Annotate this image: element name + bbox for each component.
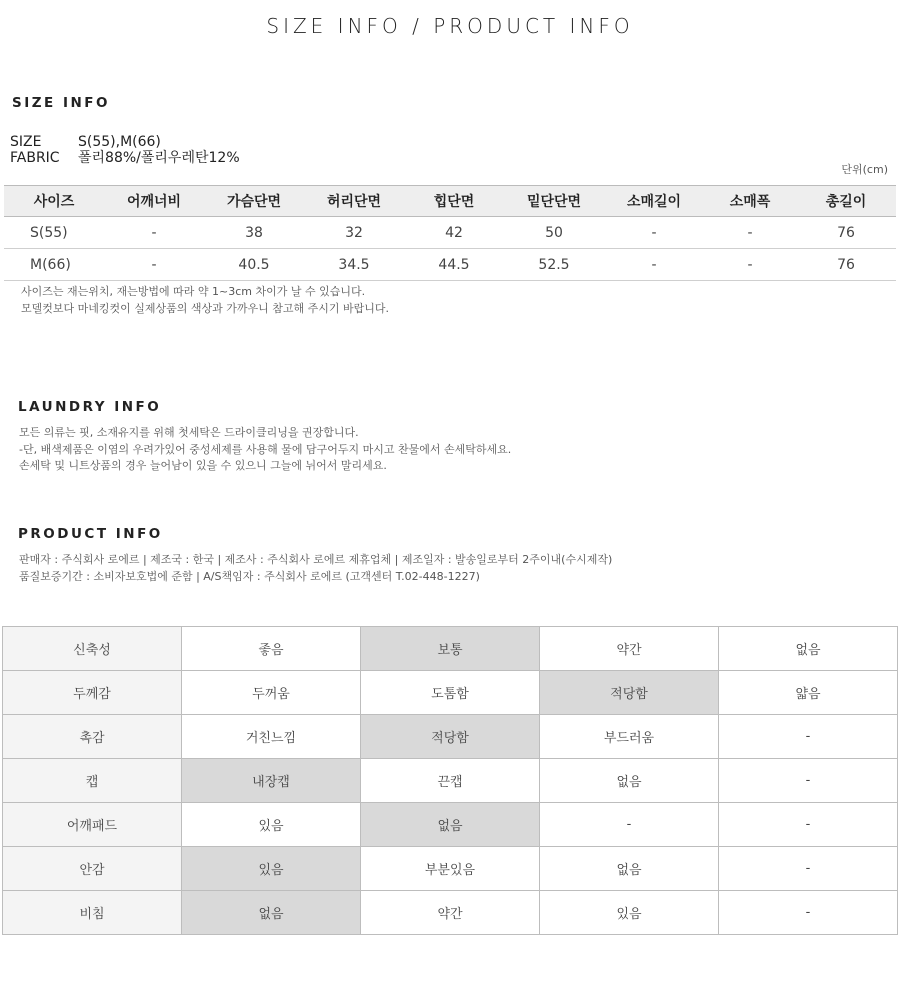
attribute-row	[3, 671, 898, 715]
size-cell: -	[604, 217, 704, 249]
attribute-option: 없음	[540, 847, 719, 891]
laundry-notes	[19, 425, 511, 475]
size-cell: S(55)	[4, 217, 104, 249]
attribute-option: 부분있음	[361, 847, 540, 891]
attribute-row	[3, 759, 898, 803]
laundry-line: 손세탁 및 니트상품의 경우 늘어남이 있을 수 있으니 그늘에 뉘어서 말리세요.	[19, 459, 387, 472]
attribute-row	[3, 627, 898, 671]
attribute-option: 약간	[361, 891, 540, 935]
size-cell: 52.5	[504, 249, 604, 281]
attribute-option: 두꺼움	[182, 671, 361, 715]
attribute-label: 어깨패드	[3, 803, 182, 847]
size-column-header: 어깨너비	[104, 186, 204, 217]
unit-label: 단위(cm)	[841, 163, 888, 176]
size-row	[4, 249, 896, 281]
size-column-header: 사이즈	[4, 186, 104, 217]
size-column-header: 총길이	[796, 186, 896, 217]
attribute-option: -	[719, 803, 898, 847]
fabric-label: FABRIC	[10, 150, 60, 166]
size-info-heading: SIZE INFO	[12, 95, 110, 111]
attribute-option: -	[719, 759, 898, 803]
product-info-line: 품질보증기간 : 소비자보호법에 준함 | A/S책임자 : 주식회사 로에르 (고객센터 T.02-448-1227)	[19, 569, 480, 583]
attribute-option-selected: 보통	[361, 627, 540, 671]
size-cell: 38	[204, 217, 304, 249]
size-cell: -	[104, 217, 204, 249]
attribute-option: 있음	[182, 803, 361, 847]
size-cell: 50	[504, 217, 604, 249]
attribute-option-selected: 적당함	[361, 715, 540, 759]
size-note-line: 모델컷보다 마네킹컷이 실제상품의 색상과 가까우니 참고해 주시기 바랍니다.	[21, 301, 390, 315]
size-column-header: 허리단면	[304, 186, 404, 217]
size-cell: 76	[796, 217, 896, 249]
size-spec	[10, 134, 161, 150]
size-row	[4, 217, 896, 249]
attribute-option-selected: 없음	[361, 803, 540, 847]
attribute-option-selected: 있음	[182, 847, 361, 891]
product-info-lines	[19, 552, 612, 585]
product-info-line: 판매자 : 주식회사 로에르 | 제조국 : 한국 | 제조사 : 주식회사 로에르 제휴업체 | 제조일자 : 발송일로부터 2주이내(수시제작)	[19, 553, 613, 566]
size-cell: -	[104, 249, 204, 281]
product-info-heading: PRODUCT INFO	[18, 526, 163, 542]
attribute-option: -	[540, 803, 719, 847]
size-cell: 40.5	[204, 249, 304, 281]
size-cell: 44.5	[404, 249, 504, 281]
attribute-option: 없음	[719, 627, 898, 671]
attribute-row	[3, 803, 898, 847]
attribute-option: 도톰함	[361, 671, 540, 715]
page-title: SIZE INFO / PRODUCT INFO	[266, 14, 634, 38]
attribute-label: 안감	[3, 847, 182, 891]
attribute-label: 신축성	[3, 627, 182, 671]
attribute-option: 얇음	[719, 671, 898, 715]
laundry-line: -단, 배색제품은 이염의 우려가있어 중성세제를 사용해 물에 담구어두지 마시고 찬물에서 손세탁하세요.	[19, 442, 512, 456]
attribute-table	[2, 626, 898, 935]
attribute-option-selected: 적당함	[540, 671, 719, 715]
size-value: S(55),M(66)	[78, 134, 161, 150]
size-cell: 42	[404, 217, 504, 249]
attribute-label: 두께감	[3, 671, 182, 715]
attribute-option: 있음	[540, 891, 719, 935]
attribute-option: 좋음	[182, 627, 361, 671]
size-column-header: 소매폭	[704, 186, 796, 217]
size-cell: -	[704, 217, 796, 249]
fabric-value: 폴리88%/폴리우레탄12%	[78, 150, 240, 166]
attribute-option-selected: 내장캡	[182, 759, 361, 803]
attribute-option: 거친느낌	[182, 715, 361, 759]
size-cell: 34.5	[304, 249, 404, 281]
fabric-spec	[10, 150, 240, 166]
size-column-header: 소매길이	[604, 186, 704, 217]
attribute-row	[3, 891, 898, 935]
size-column-header: 가슴단면	[204, 186, 304, 217]
attribute-label: 비침	[3, 891, 182, 935]
size-label: SIZE	[10, 134, 42, 150]
attribute-option: -	[719, 715, 898, 759]
attribute-option: 약간	[540, 627, 719, 671]
size-table	[4, 185, 896, 281]
attribute-option: -	[719, 891, 898, 935]
laundry-line: 모든 의류는 핏, 소재유지를 위해 첫세탁은 드라이클리닝을 권장합니다.	[19, 426, 359, 439]
size-cell: -	[604, 249, 704, 281]
attribute-option: 없음	[540, 759, 719, 803]
size-column-header: 힙단면	[404, 186, 504, 217]
size-column-header: 밑단단면	[504, 186, 604, 217]
laundry-info-heading: LAUNDRY INFO	[18, 399, 162, 415]
attribute-option: -	[719, 847, 898, 891]
size-cell: M(66)	[4, 249, 104, 281]
attribute-option: 부드러움	[540, 715, 719, 759]
size-cell: -	[704, 249, 796, 281]
attribute-row	[3, 847, 898, 891]
attribute-option-selected: 없음	[182, 891, 361, 935]
size-cell: 32	[304, 217, 404, 249]
attribute-row	[3, 715, 898, 759]
size-notes	[21, 284, 389, 317]
attribute-label: 캡	[3, 759, 182, 803]
size-cell: 76	[796, 249, 896, 281]
attribute-label: 촉감	[3, 715, 182, 759]
attribute-option: 끈캡	[361, 759, 540, 803]
size-note-line: 사이즈는 재는위치, 재는방법에 따라 약 1~3cm 차이가 날 수 있습니다.	[21, 285, 366, 298]
